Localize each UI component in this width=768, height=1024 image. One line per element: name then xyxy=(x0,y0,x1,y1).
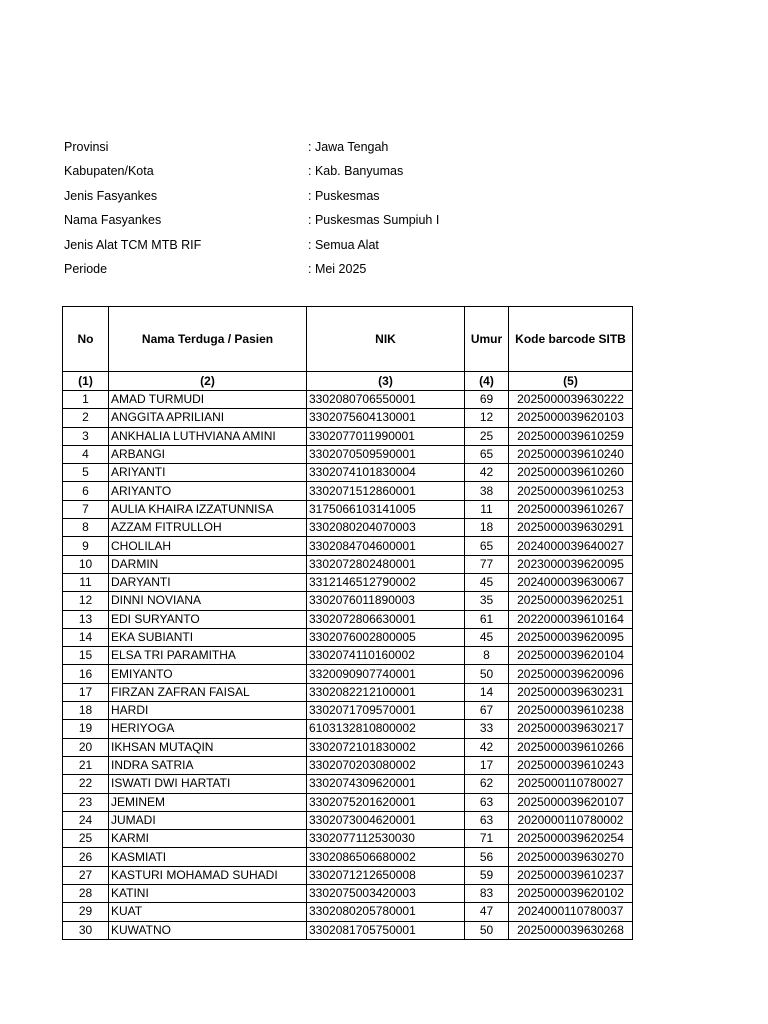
cell-no: 3 xyxy=(63,427,109,445)
cell-nik: 3302082212100001 xyxy=(307,683,465,701)
cell-barcode: 2025000039610237 xyxy=(509,866,633,884)
cell-name: AZZAM FITRULLOH xyxy=(109,519,307,537)
cell-no: 5 xyxy=(63,464,109,482)
column-number: (2) xyxy=(109,372,307,391)
table-row xyxy=(63,592,633,610)
cell-barcode: 2025000039620096 xyxy=(509,665,633,683)
header-barcode: Kode barcode SITB xyxy=(509,307,633,372)
cell-age: 25 xyxy=(465,427,509,445)
meta-value: : Jawa Tengah xyxy=(308,140,389,154)
cell-nik: 3302075604130001 xyxy=(307,409,465,427)
cell-nik: 3302080205780001 xyxy=(307,903,465,921)
cell-age: 33 xyxy=(465,720,509,738)
cell-age: 12 xyxy=(465,409,509,427)
cell-nik: 3302071512860001 xyxy=(307,482,465,500)
table-row xyxy=(63,903,633,921)
cell-no: 17 xyxy=(63,683,109,701)
cell-name: DARMIN xyxy=(109,555,307,573)
cell-name: ARBANGI xyxy=(109,445,307,463)
cell-nik: 3302074309620001 xyxy=(307,775,465,793)
header-no: No xyxy=(63,307,109,372)
cell-barcode: 2025000039630291 xyxy=(509,519,633,537)
meta-row xyxy=(64,162,584,186)
cell-barcode: 2025000039630270 xyxy=(509,848,633,866)
cell-age: 56 xyxy=(465,848,509,866)
cell-barcode: 2024000039640027 xyxy=(509,537,633,555)
meta-row xyxy=(64,211,584,235)
cell-age: 17 xyxy=(465,756,509,774)
table-row xyxy=(63,409,633,427)
meta-value: : Puskesmas xyxy=(308,188,380,203)
cell-name: ANGGITA APRILIANI xyxy=(109,409,307,427)
header-nik: NIK xyxy=(307,307,465,372)
column-number: (1) xyxy=(63,372,109,391)
cell-name: ARIYANTI xyxy=(109,464,307,482)
cell-barcode: 2025000039620107 xyxy=(509,793,633,811)
cell-barcode: 2022000039610164 xyxy=(509,610,633,628)
cell-barcode: 2025000039610238 xyxy=(509,702,633,720)
cell-nik: 3302074101830004 xyxy=(307,464,465,482)
cell-no: 14 xyxy=(63,628,109,646)
cell-name: JEMINEM xyxy=(109,793,307,811)
cell-age: 45 xyxy=(465,573,509,591)
cell-age: 18 xyxy=(465,519,509,537)
table-row xyxy=(63,537,633,555)
cell-no: 23 xyxy=(63,793,109,811)
cell-nik: 3302076002800005 xyxy=(307,628,465,646)
meta-value: : Mei 2025 xyxy=(308,261,367,276)
cell-nik: 3302086506680002 xyxy=(307,848,465,866)
cell-name: ARIYANTO xyxy=(109,482,307,500)
table-row xyxy=(63,482,633,500)
cell-no: 19 xyxy=(63,720,109,738)
cell-name: KUAT xyxy=(109,903,307,921)
cell-no: 20 xyxy=(63,738,109,756)
table-row xyxy=(63,647,633,665)
table-row xyxy=(63,573,633,591)
cell-no: 11 xyxy=(63,573,109,591)
cell-nik: 3302077011990001 xyxy=(307,427,465,445)
column-number: (4) xyxy=(465,372,509,391)
cell-no: 25 xyxy=(63,830,109,848)
cell-age: 35 xyxy=(465,592,509,610)
cell-age: 71 xyxy=(465,830,509,848)
table-row xyxy=(63,610,633,628)
meta-row xyxy=(64,187,584,211)
cell-nik: 3175066103141005 xyxy=(307,500,465,518)
table-row xyxy=(63,445,633,463)
cell-no: 21 xyxy=(63,756,109,774)
table-row xyxy=(63,555,633,573)
cell-name: AMAD TURMUDI xyxy=(109,391,307,409)
cell-nik: 3302076011890003 xyxy=(307,592,465,610)
cell-barcode: 2025000039630268 xyxy=(509,921,633,939)
header-name: Nama Terduga / Pasien xyxy=(109,307,307,372)
cell-age: 63 xyxy=(465,793,509,811)
cell-nik: 3320090907740001 xyxy=(307,665,465,683)
cell-name: HARDI xyxy=(109,702,307,720)
cell-no: 12 xyxy=(63,592,109,610)
cell-no: 6 xyxy=(63,482,109,500)
meta-label: Periode xyxy=(64,261,108,276)
cell-barcode: 2023000039620095 xyxy=(509,555,633,573)
meta-row xyxy=(64,260,584,284)
cell-nik: 3302072101830002 xyxy=(307,738,465,756)
meta-label: Jenis Alat TCM MTB RIF xyxy=(64,237,202,252)
cell-age: 47 xyxy=(465,903,509,921)
cell-age: 50 xyxy=(465,665,509,683)
cell-name: FIRZAN ZAFRAN FAISAL xyxy=(109,683,307,701)
cell-no: 26 xyxy=(63,848,109,866)
column-number-row xyxy=(63,372,633,391)
cell-barcode: 2025000039620251 xyxy=(509,592,633,610)
cell-barcode: 2025000039610266 xyxy=(509,738,633,756)
cell-age: 42 xyxy=(465,464,509,482)
cell-barcode: 2025000039620103 xyxy=(509,409,633,427)
cell-no: 24 xyxy=(63,811,109,829)
cell-no: 10 xyxy=(63,555,109,573)
table-row xyxy=(63,775,633,793)
cell-nik: 3302084704600001 xyxy=(307,537,465,555)
cell-no: 27 xyxy=(63,866,109,884)
cell-barcode: 2025000039610243 xyxy=(509,756,633,774)
cell-name: KATINI xyxy=(109,885,307,903)
cell-barcode: 2025000039630222 xyxy=(509,391,633,409)
cell-nik: 3302075003420003 xyxy=(307,885,465,903)
cell-age: 11 xyxy=(465,500,509,518)
cell-age: 50 xyxy=(465,921,509,939)
meta-value: : Kab. Banyumas xyxy=(308,164,404,179)
cell-name: HERIYOGA xyxy=(109,720,307,738)
cell-no: 8 xyxy=(63,519,109,537)
meta-label: Provinsi xyxy=(64,140,109,154)
cell-nik: 3302073004620001 xyxy=(307,811,465,829)
cell-age: 61 xyxy=(465,610,509,628)
table-row xyxy=(63,464,633,482)
cell-name: DINNI NOVIANA xyxy=(109,592,307,610)
table-row xyxy=(63,738,633,756)
cell-no: 22 xyxy=(63,775,109,793)
cell-no: 7 xyxy=(63,500,109,518)
cell-no: 28 xyxy=(63,885,109,903)
cell-age: 62 xyxy=(465,775,509,793)
cell-age: 77 xyxy=(465,555,509,573)
cell-barcode: 2025000039620104 xyxy=(509,647,633,665)
cell-age: 65 xyxy=(465,537,509,555)
report-metadata xyxy=(64,138,584,284)
cell-nik: 3302081705750001 xyxy=(307,921,465,939)
table-row xyxy=(63,519,633,537)
cell-name: ISWATI DWI HARTATI xyxy=(109,775,307,793)
cell-barcode: 2025000039610253 xyxy=(509,482,633,500)
cell-no: 2 xyxy=(63,409,109,427)
table-row xyxy=(63,756,633,774)
cell-no: 4 xyxy=(63,445,109,463)
cell-name: KARMI xyxy=(109,830,307,848)
cell-name: ANKHALIA LUTHVIANA AMINI xyxy=(109,427,307,445)
meta-label: Kabupaten/Kota xyxy=(64,164,154,179)
cell-barcode: 2025000039610240 xyxy=(509,445,633,463)
table-row xyxy=(63,391,633,409)
cell-barcode: 2025000039620102 xyxy=(509,885,633,903)
cell-nik: 3302075201620001 xyxy=(307,793,465,811)
patient-table xyxy=(62,306,633,940)
table-row xyxy=(63,683,633,701)
cell-name: AULIA KHAIRA IZZATUNNISA xyxy=(109,500,307,518)
cell-barcode: 2025000039630217 xyxy=(509,720,633,738)
cell-age: 83 xyxy=(465,885,509,903)
table-row xyxy=(63,665,633,683)
cell-name: EMIYANTO xyxy=(109,665,307,683)
cell-nik: 3302071709570001 xyxy=(307,702,465,720)
cell-age: 14 xyxy=(465,683,509,701)
column-number: (5) xyxy=(509,372,633,391)
cell-no: 13 xyxy=(63,610,109,628)
cell-age: 65 xyxy=(465,445,509,463)
cell-no: 9 xyxy=(63,537,109,555)
cell-name: KASTURI MOHAMAD SUHADI xyxy=(109,866,307,884)
meta-value: : Semua Alat xyxy=(308,237,379,252)
cell-name: CHOLILAH xyxy=(109,537,307,555)
cell-nik: 3302080204070003 xyxy=(307,519,465,537)
cell-age: 69 xyxy=(465,391,509,409)
table-row xyxy=(63,830,633,848)
table-header-row xyxy=(63,307,633,372)
table-row xyxy=(63,811,633,829)
cell-nik: 3302072802480001 xyxy=(307,555,465,573)
cell-name: INDRA SATRIA xyxy=(109,756,307,774)
cell-name: IKHSAN MUTAQIN xyxy=(109,738,307,756)
cell-age: 45 xyxy=(465,628,509,646)
table-row xyxy=(63,848,633,866)
cell-no: 1 xyxy=(63,391,109,409)
table-row xyxy=(63,628,633,646)
table-row xyxy=(63,720,633,738)
cell-age: 59 xyxy=(465,866,509,884)
cell-nik: 3312146512790002 xyxy=(307,573,465,591)
column-number: (3) xyxy=(307,372,465,391)
cell-no: 15 xyxy=(63,647,109,665)
cell-no: 18 xyxy=(63,702,109,720)
cell-nik: 3302077112530030 xyxy=(307,830,465,848)
table-row xyxy=(63,866,633,884)
cell-name: KUWATNO xyxy=(109,921,307,939)
cell-nik: 3302071212650008 xyxy=(307,866,465,884)
table-row xyxy=(63,702,633,720)
cell-barcode: 2020000110780002 xyxy=(509,811,633,829)
cell-barcode: 2025000039630231 xyxy=(509,683,633,701)
meta-row xyxy=(64,138,584,162)
cell-nik: 3302070203080002 xyxy=(307,756,465,774)
cell-nik: 3302072806630001 xyxy=(307,610,465,628)
cell-age: 42 xyxy=(465,738,509,756)
cell-barcode: 2025000039610259 xyxy=(509,427,633,445)
cell-age: 67 xyxy=(465,702,509,720)
cell-no: 16 xyxy=(63,665,109,683)
table-row xyxy=(63,427,633,445)
table-row xyxy=(63,793,633,811)
cell-age: 63 xyxy=(465,811,509,829)
cell-no: 29 xyxy=(63,903,109,921)
cell-barcode: 2024000110780037 xyxy=(509,903,633,921)
cell-name: KASMIATI xyxy=(109,848,307,866)
cell-barcode: 2025000039610267 xyxy=(509,500,633,518)
table-row xyxy=(63,921,633,939)
header-age: Umur xyxy=(465,307,509,372)
table-row xyxy=(63,500,633,518)
cell-name: ELSA TRI PARAMITHA xyxy=(109,647,307,665)
cell-age: 8 xyxy=(465,647,509,665)
cell-barcode: 2024000039630067 xyxy=(509,573,633,591)
cell-no: 30 xyxy=(63,921,109,939)
meta-label: Nama Fasyankes xyxy=(64,213,162,228)
cell-barcode: 2025000039620254 xyxy=(509,830,633,848)
meta-label: Jenis Fasyankes xyxy=(64,188,158,203)
cell-barcode: 2025000110780027 xyxy=(509,775,633,793)
cell-barcode: 2025000039610260 xyxy=(509,464,633,482)
cell-nik: 6103132810800002 xyxy=(307,720,465,738)
table-row xyxy=(63,885,633,903)
cell-name: DARYANTI xyxy=(109,573,307,591)
meta-row xyxy=(64,236,584,260)
cell-nik: 3302080706550001 xyxy=(307,391,465,409)
cell-name: EKA SUBIANTI xyxy=(109,628,307,646)
cell-age: 38 xyxy=(465,482,509,500)
cell-nik: 3302074110160002 xyxy=(307,647,465,665)
cell-barcode: 2025000039620095 xyxy=(509,628,633,646)
meta-value: : Puskesmas Sumpiuh I xyxy=(308,213,440,228)
cell-nik: 3302070509590001 xyxy=(307,445,465,463)
cell-name: JUMADI xyxy=(109,811,307,829)
cell-name: EDI SURYANTO xyxy=(109,610,307,628)
